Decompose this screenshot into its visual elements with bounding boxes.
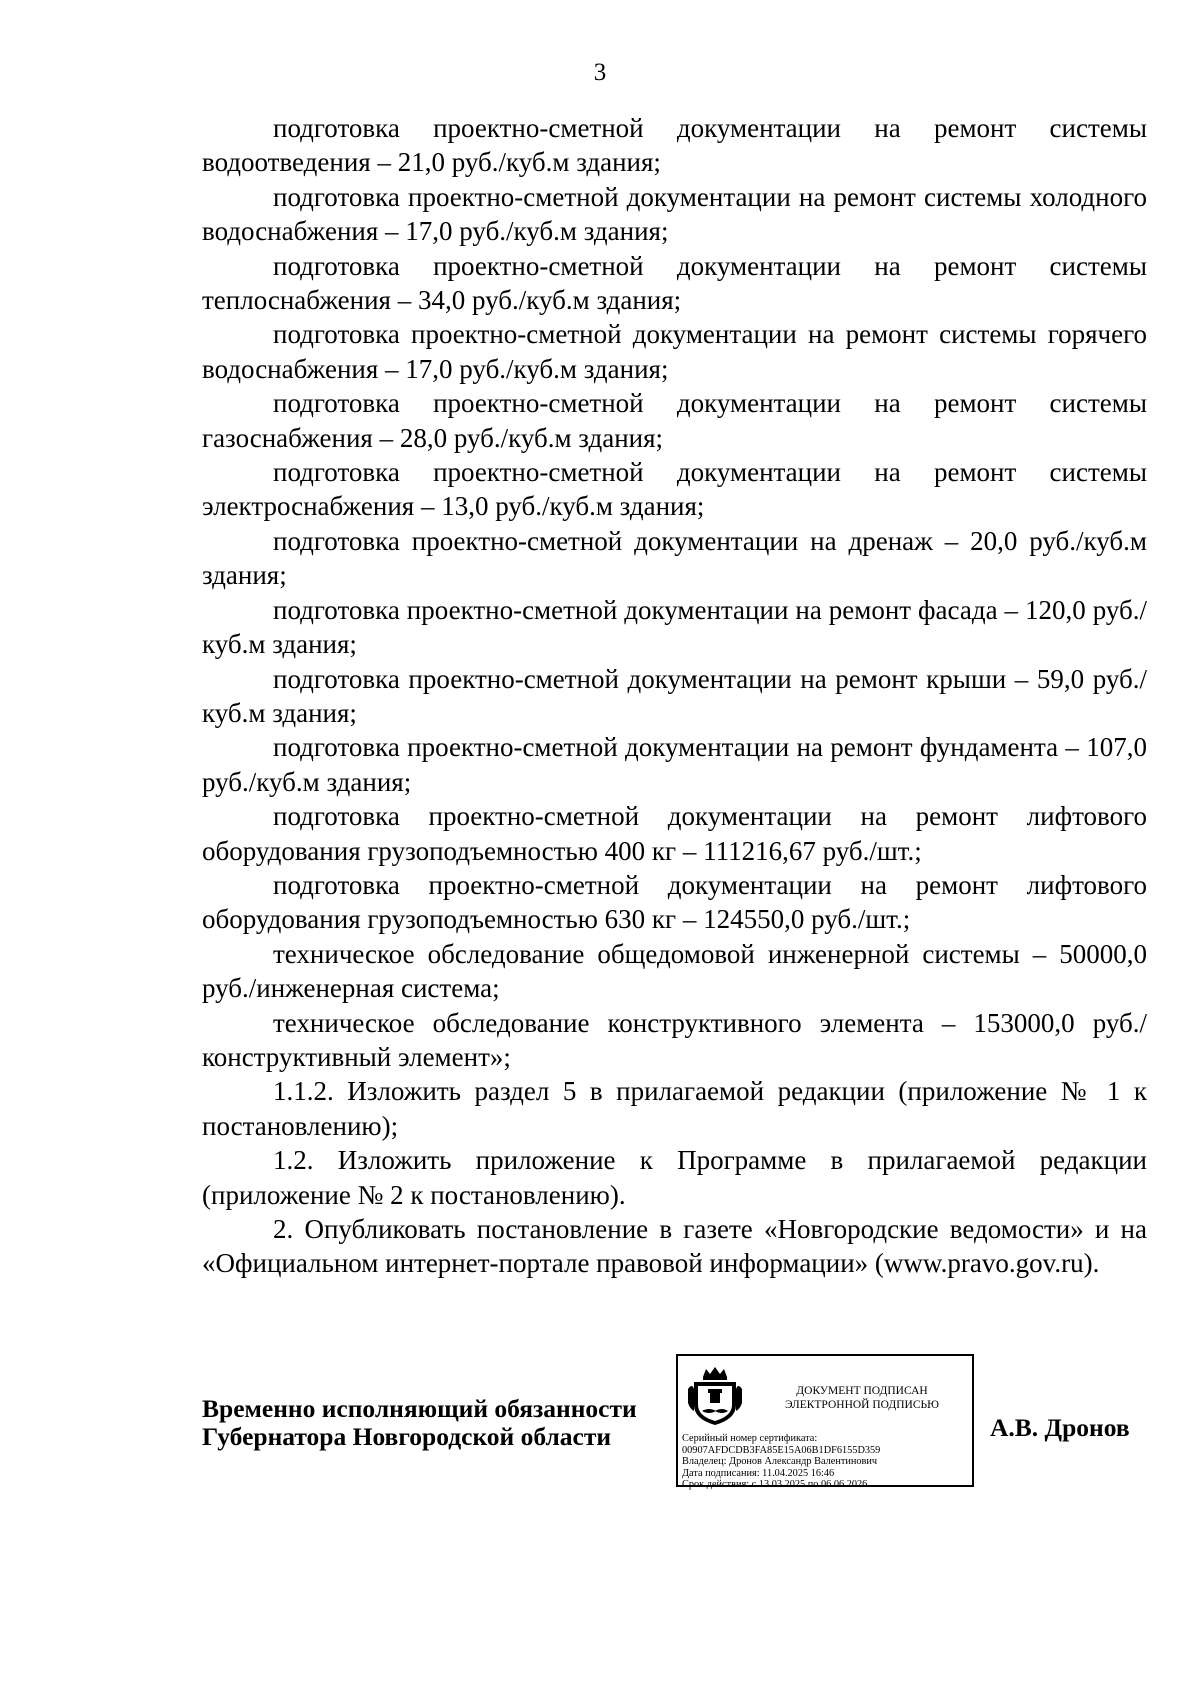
page-number: 3 [593, 59, 607, 86]
signatory-position-line1: Временно исполняющий обязанности [202, 1394, 637, 1423]
paragraph: подготовка проектно-сметной документации на ремонт фасада – 120,0 руб./куб.м здания; [202, 594, 1147, 660]
paragraph: подготовка проектно-сметной документации на ремонт системы водоотведения – 21,0 руб./куб.м здания; [202, 113, 1147, 178]
paragraph: подготовка проектно-сметной документации на ремонт лифтового оборудования грузоподъемностью 630 кг – 124550,0 руб./шт.; [202, 869, 1147, 935]
stamp-owner: Владелец: Дронов Александр Валентинович [682, 1456, 878, 1468]
signatory-position-line2: Губернатора Новгородской области [202, 1422, 612, 1451]
paragraph: подготовка проектно-сметной документации на ремонт крыши – 59,0 руб./куб.м здания; [202, 663, 1147, 728]
coat-of-arms-icon [686, 1365, 744, 1427]
paragraph: подготовка проектно-сметной документации на ремонт системы газоснабжения – 28,0 руб./куб.м здания; [202, 388, 1147, 453]
signatory-name: А.В. Дронов [990, 1413, 1130, 1442]
stamp-heading [758, 1384, 966, 1412]
paragraph: 1.1.2. Изложить раздел 5 в прилагаемой редакции (приложение № 1 к постановлению); [202, 1076, 1147, 1141]
signatory-position [202, 1395, 682, 1451]
paragraph: техническое обследование конструктивного элемента – 153000,0 руб./ конструктивный элемент»; [202, 1007, 1147, 1072]
paragraph: подготовка проектно-сметной документации на ремонт лифтового оборудования грузоподъемностью 400 кг – 111216,67 руб./шт.; [202, 801, 1147, 866]
paragraph: подготовка проектно-сметной документации на ремонт системы горячего водоснабжения – 17,0 руб./куб.м здания; [202, 319, 1147, 384]
stamp-serial-number: 00907AFDCDB3FA85E15A06B1DF6155D359 [682, 1444, 881, 1456]
paragraph: подготовка проектно-сметной документации на ремонт системы холодного водоснабжения – 17,0 руб./куб.м здания; [202, 181, 1147, 247]
stamp-signed-date: Дата подписания: 11.04.2025 16:46 [682, 1467, 835, 1479]
paragraph: техническое обследование общедомовой инженерной системы – 50000,0 руб./инженерная система; [202, 938, 1147, 1004]
paragraph: подготовка проектно-сметной документации на ремонт фундамента – 107,0 руб./куб.м здания; [202, 732, 1147, 797]
paragraph: 1.2. Изложить приложение к Программе в прилагаемой редакции (приложение № 2 к постановлению). [202, 1145, 1147, 1210]
e-signature-stamp [676, 1354, 974, 1491]
paragraph: подготовка проектно-сметной документации на ремонт системы теплоснабжения – 34,0 руб./куб.м здания; [202, 250, 1147, 316]
paragraph: 2. Опубликовать постановление в газете «Новгородские ведомости» и на «Официальном интернет-портале правовой информации» (www.pravo.gov.ru). [202, 1214, 1147, 1279]
paragraph: подготовка проектно-сметной документации на дренаж – 20,0 руб./куб.м здания; [202, 525, 1147, 591]
stamp-details [682, 1433, 972, 1491]
stamp-serial-label: Серийный номер сертификата: [682, 1433, 818, 1444]
paragraph: подготовка проектно-сметной документации на ремонт системы электроснабжения – 13,0 руб./куб.м здания; [202, 457, 1147, 522]
stamp-validity: Срок действия: с 13.03.2025 по 06.06.2026 [682, 1479, 868, 1491]
stamp-heading-line1: ДОКУМЕНТ ПОДПИСАН [796, 1385, 928, 1397]
stamp-heading-line2: ЭЛЕКТРОННОЙ ПОДПИСЬЮ [785, 1399, 939, 1411]
document-body [202, 111, 1147, 1281]
